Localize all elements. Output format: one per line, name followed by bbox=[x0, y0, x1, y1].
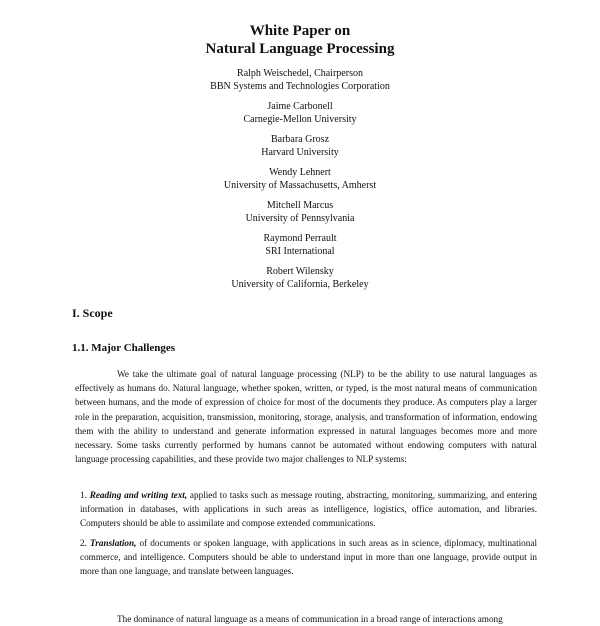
author-block bbox=[0, 68, 600, 93]
author-affiliation: SRI International bbox=[265, 245, 335, 257]
author-name: Barbara Grosz bbox=[270, 134, 330, 145]
paper-title-line-2: Natural Language Processing bbox=[205, 41, 395, 57]
list-item-number: 2. bbox=[80, 538, 87, 548]
author-affiliation: BBN Systems and Technologies Corporation bbox=[210, 80, 390, 92]
list-item-text: applied to tasks such as message routing, abstracting, monitoring, summarizing, and entering information in databases, with applications in such areas as intelligence, logistics, office automation, and libraries. Computers should be able to assimilate and compose extended communications. bbox=[80, 490, 537, 529]
section-heading: I. Scope bbox=[72, 306, 113, 320]
list-item-text: of documents or spoken language, with applications in such areas as in science, diplomacy, multinational commerce, and intelligence. Computers should be able to understand input in more than one language, provide output in more than one language, and translate between languages. bbox=[80, 538, 537, 577]
author-block bbox=[0, 266, 600, 291]
author-affiliation: University of Massachusetts, Amherst bbox=[223, 179, 377, 191]
author-affiliation: Harvard University bbox=[261, 146, 339, 158]
author-list bbox=[0, 68, 600, 299]
subsection-heading: 1.1. Major Challenges bbox=[72, 342, 176, 354]
body-paragraph: We take the ultimate goal of natural language processing (NLP) to be the ability to use natural languages as effectively as humans do. Natural language, whether spoken, written, or typed, is the most natural means of communication between humans, and the mode of expression of choice for most of the documents they produce. As computers play a larger role in the preparation, acquisition, transmission, monitoring, storage, analysis, and transformation of information, endowing them with the ability to understand and generate information expressed in natural languages becomes more and more necessary. Some tasks currently performed by humans cannot be automated without endowing computers with natural language processing capabilities, and these provide two major challenges to NLP systems: bbox=[75, 369, 537, 465]
author-block bbox=[0, 167, 600, 192]
author-name: Robert Wilensky bbox=[266, 266, 334, 277]
author-affiliation: Carnegie-Mellon University bbox=[243, 113, 357, 125]
list-item-label: Translation, bbox=[90, 538, 137, 548]
author-affiliation: University of California, Berkeley bbox=[231, 278, 369, 290]
list-item bbox=[80, 536, 537, 579]
author-affiliation: University of Pennsylvania bbox=[245, 212, 355, 224]
paper-title-line-1: White Paper on bbox=[249, 23, 351, 39]
author-block bbox=[0, 200, 600, 225]
author-name: Ralph Weischedel, Chairperson bbox=[237, 68, 363, 79]
author-name: Raymond Perrault bbox=[263, 233, 337, 244]
body-paragraph: The dominance of natural language as a means of communication in a broad range of interactions among bbox=[117, 614, 503, 624]
author-name: Jaime Carbonell bbox=[267, 101, 333, 112]
author-name: Mitchell Marcus bbox=[266, 200, 334, 211]
author-block bbox=[0, 134, 600, 159]
list-item bbox=[80, 488, 537, 531]
author-block bbox=[0, 233, 600, 258]
list-item-label: Reading and writing text, bbox=[89, 490, 188, 500]
list-item-number: 1. bbox=[80, 490, 87, 500]
author-name: Wendy Lehnert bbox=[269, 167, 331, 178]
author-block bbox=[0, 101, 600, 126]
